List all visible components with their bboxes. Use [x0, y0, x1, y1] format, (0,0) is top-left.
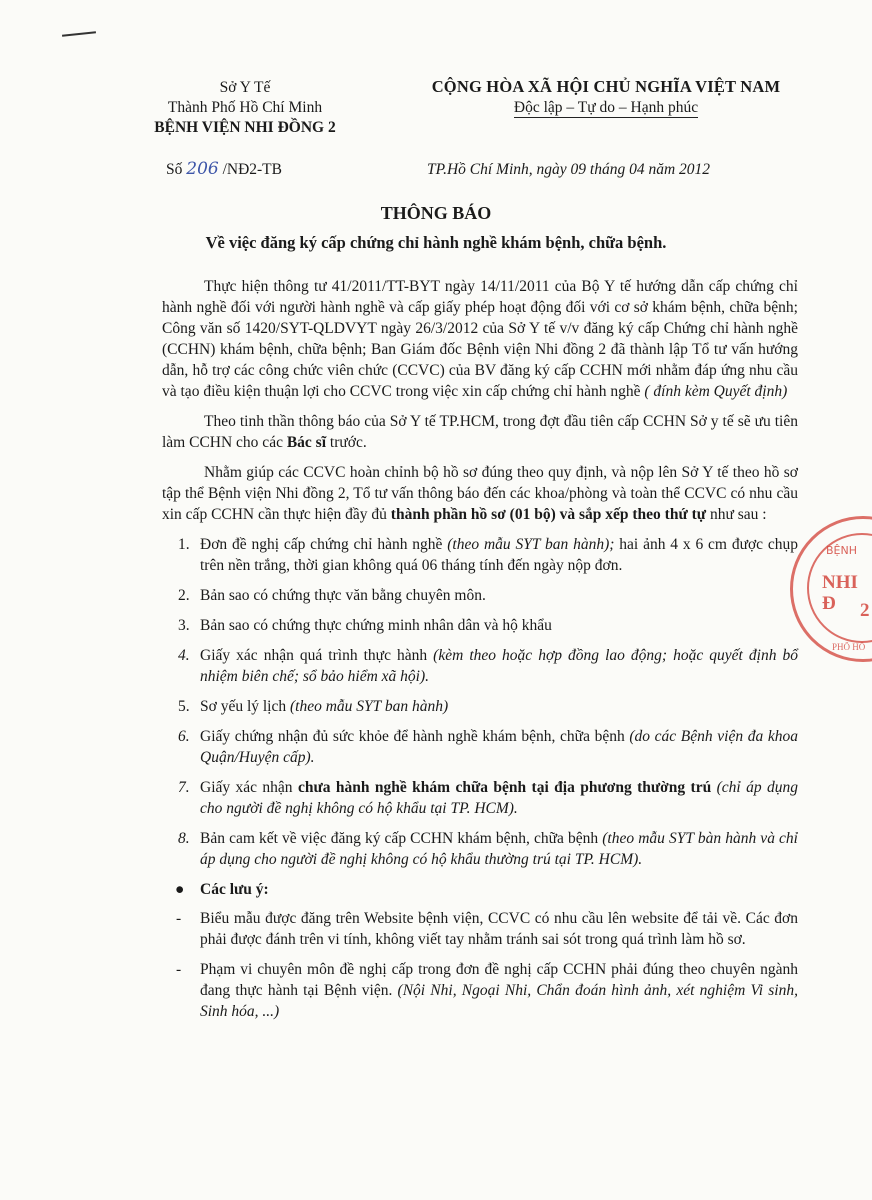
- paragraph-3: [162, 462, 798, 525]
- item-italic: (theo mẫu SYT bàn hành và chỉ áp dụng cho người đề nghị không có hộ khẩu thường trú tại TP. HCM).: [200, 830, 798, 868]
- item-text: Bản cam kết về việc đăng ký cấp CCHN khám bệnh, chữa bệnh: [200, 830, 603, 847]
- item-text: Giấy chứng nhận đủ sức khỏe để hành nghề khám bệnh, chữa bệnh: [200, 728, 630, 745]
- item-number: 4.: [178, 647, 190, 664]
- paragraph-1: [162, 276, 798, 402]
- item-italic: (chỉ áp dụng cho người đề nghị không có hộ khẩu tại TP. HCM).: [200, 779, 798, 817]
- list-item: [162, 828, 798, 870]
- p3-end: như sau :: [706, 506, 767, 523]
- p1-italic: ( đính kèm Quyết định): [644, 383, 788, 400]
- list-item: [162, 534, 798, 576]
- item-end: hai ảnh 4 x 6 cm được chụp trên nền trắng, thời gian không quá 06 tháng tính đến ngày nộp đơn.: [200, 536, 799, 574]
- item-text: Giấy xác nhận: [200, 779, 298, 796]
- document-title: THÔNG BÁO: [380, 203, 492, 223]
- p2-text: Theo tinh thần thông báo của Sở Y tế TP.HCM, trong đợt đầu tiên cấp CCHN Sở y tế sẽ ưu tiên làm CCHN cho các: [162, 413, 798, 451]
- item-number: 5.: [178, 698, 190, 715]
- p2-end: trước.: [326, 434, 367, 451]
- national-heading: [400, 76, 812, 118]
- note-item: [162, 959, 798, 1022]
- notes-heading: [162, 879, 798, 900]
- list-item: [162, 696, 798, 717]
- item-number: 8.: [178, 830, 190, 847]
- item-number: 7.: [178, 779, 190, 796]
- p1-text: Thực hiện thông tư 41/2011/TT-BYT ngày 14/11/2011 của Bộ Y tế hướng dẫn cấp chứng chỉ hành nghề đối với người hành nghề và cấp giấy phép hoạt động đối với cơ sở khám bệnh, chữa bệnh; Công văn số 1420/SYT-QLDVYT ngày 26/3/2012 của Sở Y tế v/v đăng ký cấp Chứng chỉ hành nghề (CCHN) khám bệnh, chữa bệnh; Ban Giám đốc Bệnh viện Nhi đồng 2 đã thành lập Tổ tư vấn hướng dẫn, hỗ trợ các công chức viên chức (CCVC) của BV đăng ký cấp CCHN mới nhằm đáp ứng nhu cầu và tạo điều kiện thuận lợi cho CCVC trong việc xin cấp chứng chỉ hành nghề: [162, 278, 798, 400]
- nation-name: CỘNG HÒA XÃ HỘI CHỦ NGHĨA VIỆT NAM: [431, 77, 781, 96]
- p3-text: Nhằm giúp các CCVC hoàn chỉnh bộ hồ sơ đúng theo quy định, và nộp lên Sở Y tế theo hồ sơ tập thể Bệnh viện Nhi đồng 2, Tổ tư vấn thông báo đến các khoa/phòng và toàn thể CCVC có nhu cầu xin cấp CCHN cần thực hiện đầy đủ: [162, 464, 798, 523]
- bullet-icon: ●: [175, 881, 185, 898]
- item-bold: chưa hành nghề khám chữa bệnh tại địa phương thường trú: [297, 779, 712, 796]
- list-item: [162, 645, 798, 687]
- ref-suffix: /NĐ2-TB: [218, 161, 282, 178]
- org-line-2: Thành Phố Hồ Chí Minh: [167, 99, 323, 116]
- item-italic: (do các Bệnh viện đa khoa Quận/Huyện cấp).: [200, 728, 798, 766]
- org-line-1: Sở Y Tế: [219, 79, 271, 96]
- paragraph-2: [162, 411, 798, 453]
- document-subtitle: Về việc đăng ký cấp chứng chỉ hành nghề khám bệnh, chữa bệnh.: [205, 233, 667, 252]
- p2-bold: Bác sĩ: [286, 434, 327, 451]
- item-number: 6.: [178, 728, 190, 745]
- item-text: Bản sao có chứng thực văn bằng chuyên môn.: [200, 587, 486, 604]
- item-italic: (theo mẫu SYT ban hành);: [447, 536, 615, 553]
- note-text: Phạm vi chuyên môn đề nghị cấp trong đơn đề nghị cấp CCHN phải đúng theo chuyên ngành đang thực hành tại Bệnh viện.: [200, 961, 798, 999]
- item-number: 1.: [178, 536, 190, 553]
- dash-icon: -: [176, 910, 182, 927]
- list-item: [162, 585, 798, 606]
- item-text: Giấy xác nhận quá trình thực hành: [200, 647, 434, 664]
- notes-heading-text: Các lưu ý:: [200, 881, 269, 898]
- note-item: [162, 908, 798, 950]
- p3-bold: thành phần hồ sơ (01 bộ) và sắp xếp theo thứ tự: [390, 506, 707, 523]
- seal-text: 2: [860, 600, 870, 621]
- document-date: TP.Hồ Chí Minh, ngày 09 tháng 04 năm 2012: [427, 161, 711, 178]
- item-italic: (kèm theo hoặc hợp đồng lao động; hoặc quyết định bổ nhiệm biên chế; sổ bảo hiểm xã hội).: [200, 647, 798, 685]
- seal-text: PHỐ HỒ: [832, 642, 866, 652]
- item-text: Sơ yếu lý lịch: [200, 698, 290, 715]
- handwritten-ref-number: 206: [186, 159, 219, 179]
- list-item: [162, 615, 798, 636]
- note-italic: (Nội Nhi, Ngoại Nhi, Chẩn đoán hình ảnh, xét nghiệm Vi sinh, Sinh hóa, ...): [200, 982, 798, 1020]
- item-number: 2.: [178, 587, 190, 604]
- list-item: [162, 726, 798, 768]
- note-text: Biểu mẫu được đăng trên Website bệnh viện, CCVC có nhu cầu lên website để tải về. Các đơn phải được đánh trên vi tính, không viết tay nhằm tránh sai sót trong quá trình làm hồ sơ.: [200, 910, 798, 948]
- document-reference: [166, 159, 282, 180]
- item-text: Bản sao có chứng thực chứng minh nhân dân và hộ khẩu: [200, 617, 552, 634]
- scan-mark: [62, 31, 96, 37]
- item-number: 3.: [178, 617, 190, 634]
- document-checklist: [162, 534, 798, 870]
- list-item: [162, 777, 798, 819]
- seal-text: NHI Đ: [822, 572, 858, 614]
- item-italic: (theo mẫu SYT ban hành): [290, 698, 449, 715]
- dash-icon: -: [176, 961, 182, 978]
- item-text: Đơn đề nghị cấp chứng chỉ hành nghề: [200, 536, 448, 553]
- ref-prefix: Số: [166, 161, 187, 178]
- issuing-organization: [115, 78, 375, 138]
- national-motto: Độc lập – Tự do – Hạnh phúc: [513, 99, 699, 116]
- document-body: [162, 276, 798, 1031]
- seal-text: BỆNH: [826, 544, 857, 557]
- org-line-3: BỆNH VIỆN NHI ĐỒNG 2: [154, 119, 336, 136]
